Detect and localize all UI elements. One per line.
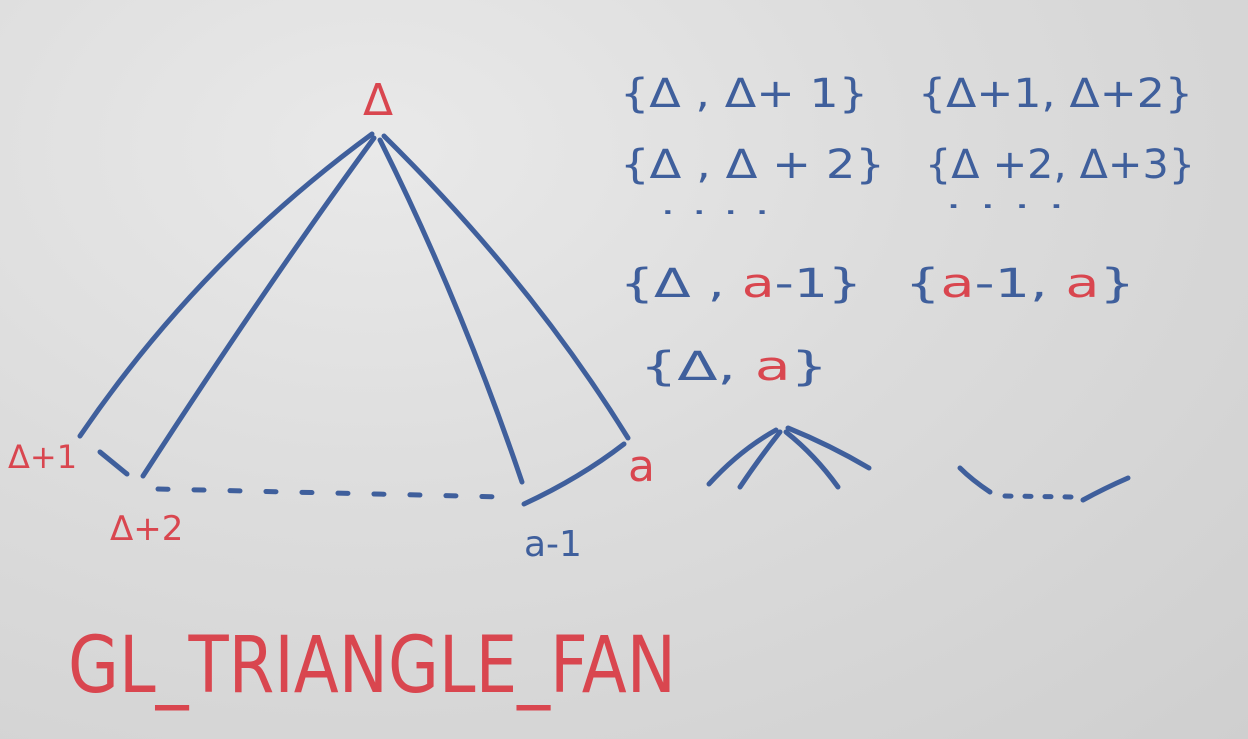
mini-rim-start: [960, 468, 990, 492]
row5-suffix: }: [790, 344, 817, 390]
fan-rim-dotted: [158, 489, 505, 497]
edge-list-row2-right: {Δ +2, Δ+3}: [925, 142, 1195, 188]
mini-fan-edge-4: [788, 428, 869, 468]
mini-rim: [960, 468, 1128, 500]
row4-left-red: a: [741, 261, 767, 307]
row4-left-suffix: -1}: [774, 261, 840, 307]
row4-right-mid: -1,: [974, 261, 1040, 307]
row4-right-red1: a: [940, 261, 965, 307]
row4-right-prefix: {: [905, 261, 931, 307]
mini-rim-end: [1083, 478, 1128, 500]
edge-list-row5: [640, 344, 828, 390]
row4-right-suffix: }: [1099, 261, 1126, 307]
fan-edge-last: [384, 136, 628, 438]
fan-edge-first: [80, 134, 372, 436]
row4-right-red2: a: [1065, 261, 1090, 307]
vertex-label-second: Δ+2: [110, 509, 184, 549]
fan-edges: [80, 134, 628, 504]
edge-list-row1-right: {Δ+1, Δ+2}: [918, 71, 1193, 117]
edge-list-row4-right: [905, 261, 1135, 307]
fan-edge-second-last: [380, 140, 522, 482]
apex-label: Δ: [362, 75, 394, 126]
caption: GL_TRIANGLE_FAN: [68, 621, 676, 711]
row5-red: a: [754, 344, 780, 390]
vertex-label-second-last: a-1: [524, 524, 582, 565]
edge-list-row1-left: {Δ , Δ+ 1}: [620, 71, 868, 117]
row5-prefix: {Δ,: [640, 344, 719, 390]
vertex-label-first: Δ+1: [8, 438, 78, 476]
vertex-label-last: a: [628, 441, 655, 492]
edge-list-row3-right: . . . .: [945, 181, 1065, 216]
edge-list-row2-left: {Δ , Δ + 2}: [620, 142, 885, 188]
fan-rim-last: [524, 444, 624, 504]
edge-list-row4-left: [620, 261, 862, 307]
row4-left-prefix: {Δ ,: [620, 261, 711, 307]
fan-rim-first: [100, 452, 127, 474]
mini-fan-edge-1: [709, 430, 776, 484]
mini-fan: [709, 428, 869, 487]
edge-list-row3-left: . . . .: [660, 187, 770, 222]
mini-rim-dots: [1005, 496, 1075, 497]
